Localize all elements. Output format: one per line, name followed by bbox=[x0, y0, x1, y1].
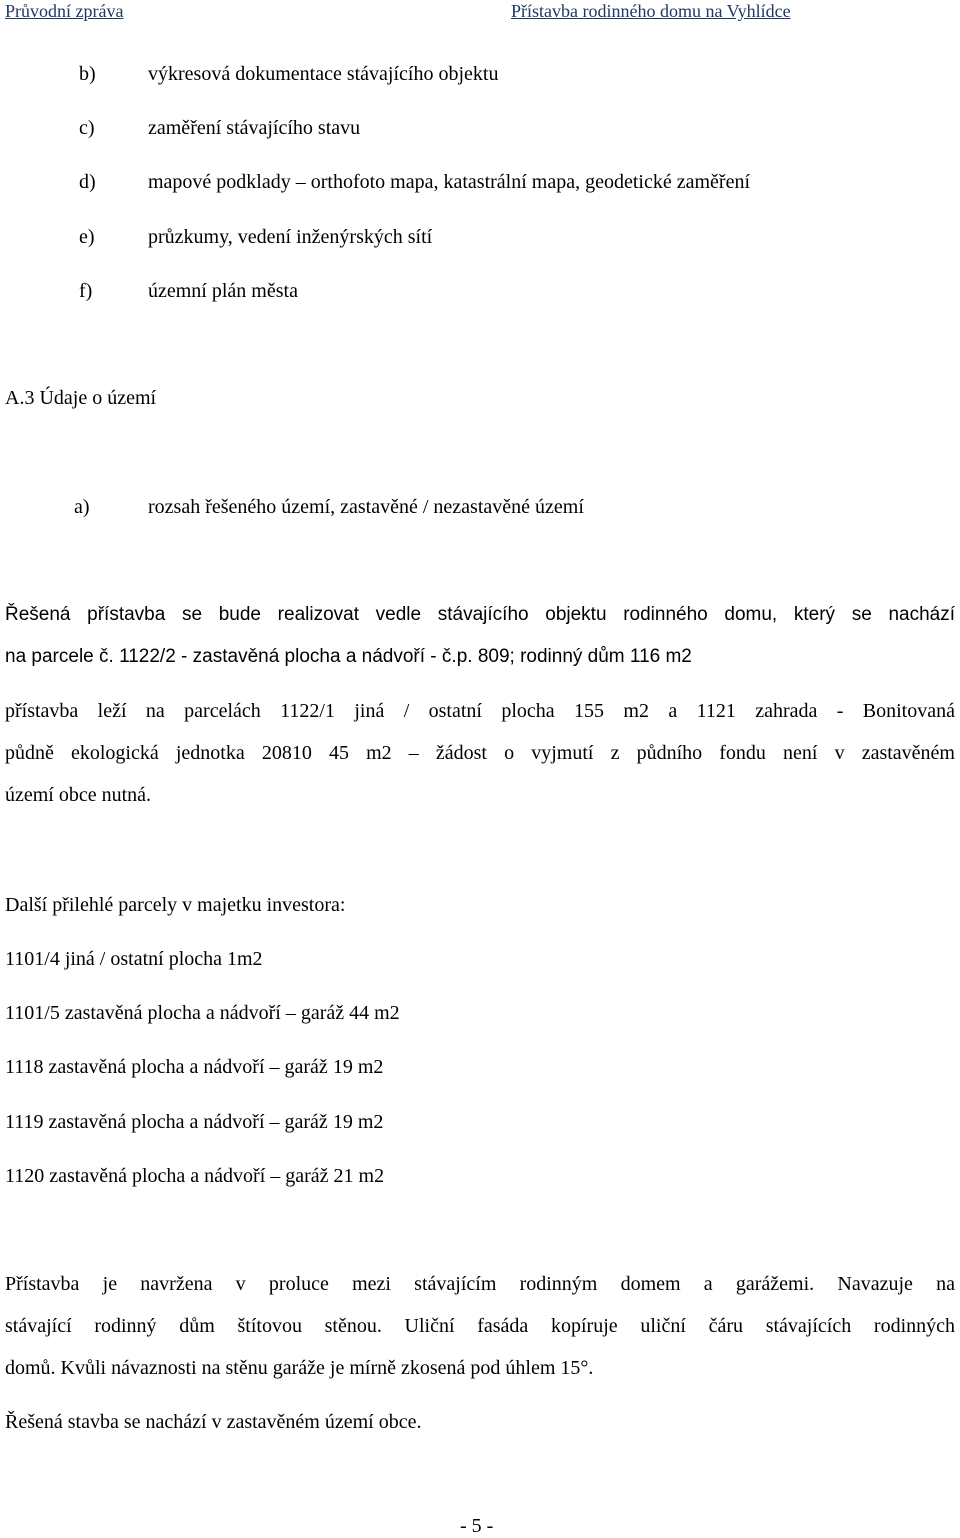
page-header bbox=[0, 0, 960, 28]
list-text: rozsah řešeného území, zastavěné / nezastavěné území bbox=[148, 496, 584, 518]
paragraph-design bbox=[5, 1263, 955, 1389]
header-project-title: Přístavba rodinného domu na Vyhlídce bbox=[511, 1, 791, 21]
paragraph-line: území obce nutná. bbox=[5, 784, 152, 806]
list-item bbox=[0, 168, 960, 196]
paragraph-parcels bbox=[5, 690, 955, 816]
paragraph-line: domů. Kvůli návaznosti na stěnu garáže je mírně zkosená pod úhlem 15°. bbox=[5, 1357, 594, 1379]
paragraph-line: půdně ekologická jednotka 20810 45 m2 – žádost o vyjmutí z půdního fondu není v zastavěném bbox=[5, 742, 955, 764]
paragraph-line: Přístavba je navržena v proluce mezi stávajícím rodinným domem a garážemi. Navazuje na bbox=[5, 1273, 955, 1295]
list-text: územní plán města bbox=[148, 280, 298, 302]
list-text: průzkumy, vedení inženýrských sítí bbox=[148, 226, 433, 248]
section-heading: A.3 Údaje o území bbox=[5, 387, 157, 409]
header-document-title: Průvodní zpráva bbox=[5, 1, 124, 21]
list-marker: c) bbox=[79, 117, 95, 139]
list-marker: f) bbox=[79, 280, 93, 302]
parcel-entry: 1119 zastavěná plocha a nádvoří – garáž 19 m2 bbox=[5, 1111, 384, 1133]
parcel-entry: 1101/5 zastavěná plocha a nádvoří – garáž 44 m2 bbox=[5, 1002, 400, 1024]
paragraph-line: přístavba leží na parcelách 1122/1 jiná / ostatní plocha 155 m2 a 1121 zahrada - Bonitovaná bbox=[5, 700, 955, 722]
parcel-entry: 1118 zastavěná plocha a nádvoří – garáž 19 m2 bbox=[5, 1056, 384, 1078]
parcel-entry: 1101/4 jiná / ostatní plocha 1m2 bbox=[5, 948, 263, 970]
list-text: výkresová dokumentace stávajícího objektu bbox=[148, 63, 499, 85]
parcel-entry: 1120 zastavěná plocha a nádvoří – garáž 21 m2 bbox=[5, 1165, 385, 1187]
list-item bbox=[0, 60, 960, 88]
paragraph-line: na parcele č. 1122/2 - zastavěná plocha a nádvoří - č.p. 809; rodinný dům 116 m2 bbox=[5, 646, 692, 667]
list-marker: e) bbox=[79, 226, 95, 248]
parcels-intro: Další přilehlé parcely v majetku investora: bbox=[5, 894, 346, 916]
list-item bbox=[0, 114, 960, 142]
list-text: mapové podklady – orthofoto mapa, katastrální mapa, geodetické zaměření bbox=[148, 171, 751, 193]
paragraph-location bbox=[5, 594, 955, 678]
closing-sentence: Řešená stavba se nachází v zastavěném území obce. bbox=[5, 1411, 422, 1433]
list-item bbox=[0, 223, 960, 251]
list-marker: d) bbox=[79, 171, 96, 193]
paragraph-line: Řešená přístavba se bude realizovat vedle stávajícího objektu rodinného domu, který se nachází bbox=[5, 604, 955, 625]
list-marker: b) bbox=[79, 63, 96, 85]
list-marker: a) bbox=[74, 496, 90, 518]
page-number: - 5 - bbox=[460, 1515, 494, 1537]
section-list-item bbox=[0, 493, 960, 521]
list-item bbox=[0, 277, 960, 305]
list-text: zaměření stávajícího stavu bbox=[148, 117, 361, 139]
paragraph-line: stávající rodinný dům štítovou stěnou. Uliční fasáda kopíruje uliční čáru stávajících rodinných bbox=[5, 1315, 955, 1337]
